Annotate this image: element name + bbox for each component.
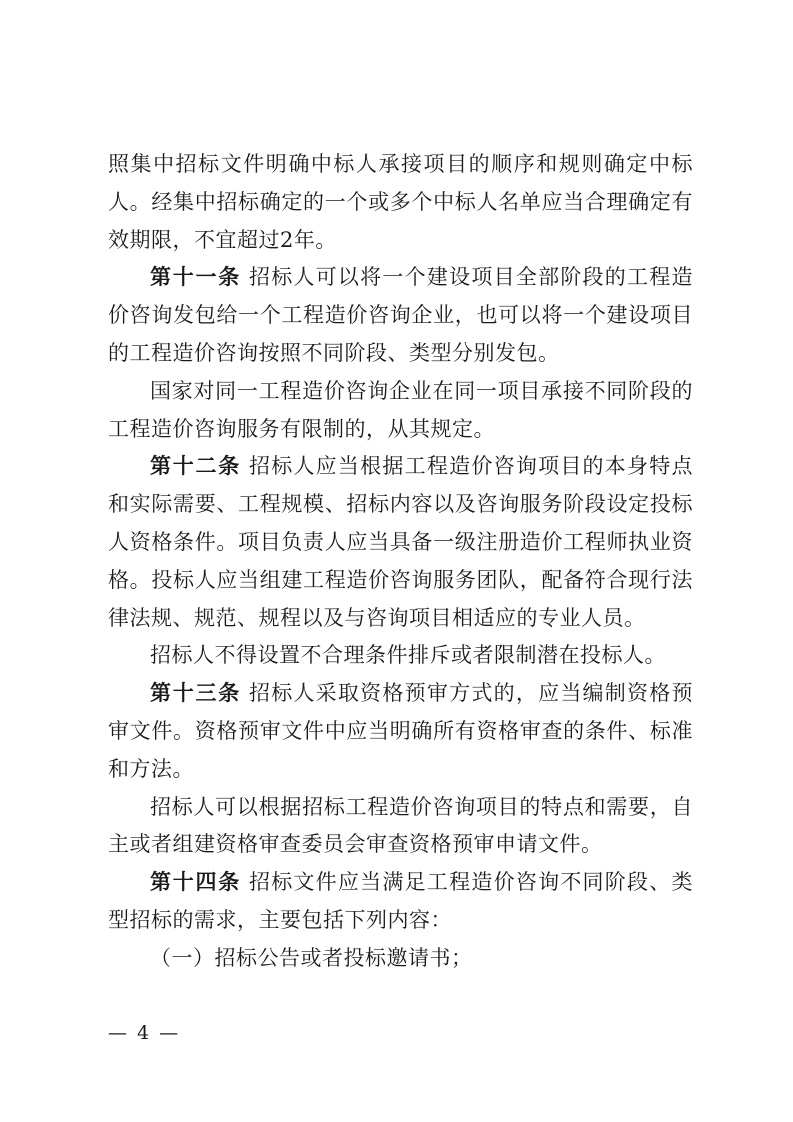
article-label: 第十三条 <box>150 681 241 706</box>
paragraph-text: 招标文件应当满足工程造价咨询不同阶段、类型招标的需求，主要包括下列内容： <box>108 870 694 932</box>
paragraph-article-13-b <box>108 789 693 865</box>
paragraph-continuation <box>108 146 693 259</box>
paragraph-article-14 <box>108 864 693 940</box>
paragraph-text: 照集中招标文件明确中标人承接项目的顺序和规则确定中标人。经集中招标确定的一个或多个中标人名单应当合理确定有效期限，不宜超过2年。 <box>108 152 693 252</box>
paragraph-text: 国家对同一工程造价咨询企业在同一项目承接不同阶段的工程造价咨询服务有限制的，从其规定。 <box>108 378 693 441</box>
paragraph-text: 招标人采取资格预审方式的，应当编制资格预审文件。资格预审文件中应当明确所有资格审查的条件、标准和方法。 <box>108 681 694 781</box>
paragraph-article-13 <box>108 675 693 788</box>
paragraph-article-12 <box>108 448 693 637</box>
article-label: 第十四条 <box>150 870 241 895</box>
document-body <box>108 146 693 978</box>
paragraph-text: （一）招标公告或者投标邀请书； <box>150 945 473 970</box>
paragraph-article-14-item-1 <box>108 940 693 978</box>
page-number: — 4 — <box>108 1022 181 1044</box>
article-label: 第十二条 <box>150 454 241 479</box>
paragraph-article-12-b <box>108 637 693 675</box>
paragraph-text: 招标人应当根据工程造价咨询项目的本身特点和实际需要、工程规模、招标内容以及咨询服务阶段设定投标人资格条件。项目负责人应当具备一级注册造价工程师执业资格。投标人应当组建工程造价咨询服务团队，配备符合现行法律法规、规范、规程以及与咨询项目相适应的专业人员。 <box>108 454 694 630</box>
paragraph-article-11-b <box>108 373 693 449</box>
paragraph-article-11 <box>108 259 693 372</box>
article-label: 第十一条 <box>150 265 241 290</box>
paragraph-text: 招标人可以将一个建设项目全部阶段的工程造价咨询发包给一个工程造价咨询企业，也可以将一个建设项目的工程造价咨询按照不同阶段、类型分别发包。 <box>108 265 694 365</box>
paragraph-text: 招标人可以根据招标工程造价咨询项目的特点和需要，自主或者组建资格审查委员会审查资格预审申请文件。 <box>108 794 693 857</box>
paragraph-text: 招标人不得设置不合理条件排斥或者限制潜在投标人。 <box>150 643 666 668</box>
